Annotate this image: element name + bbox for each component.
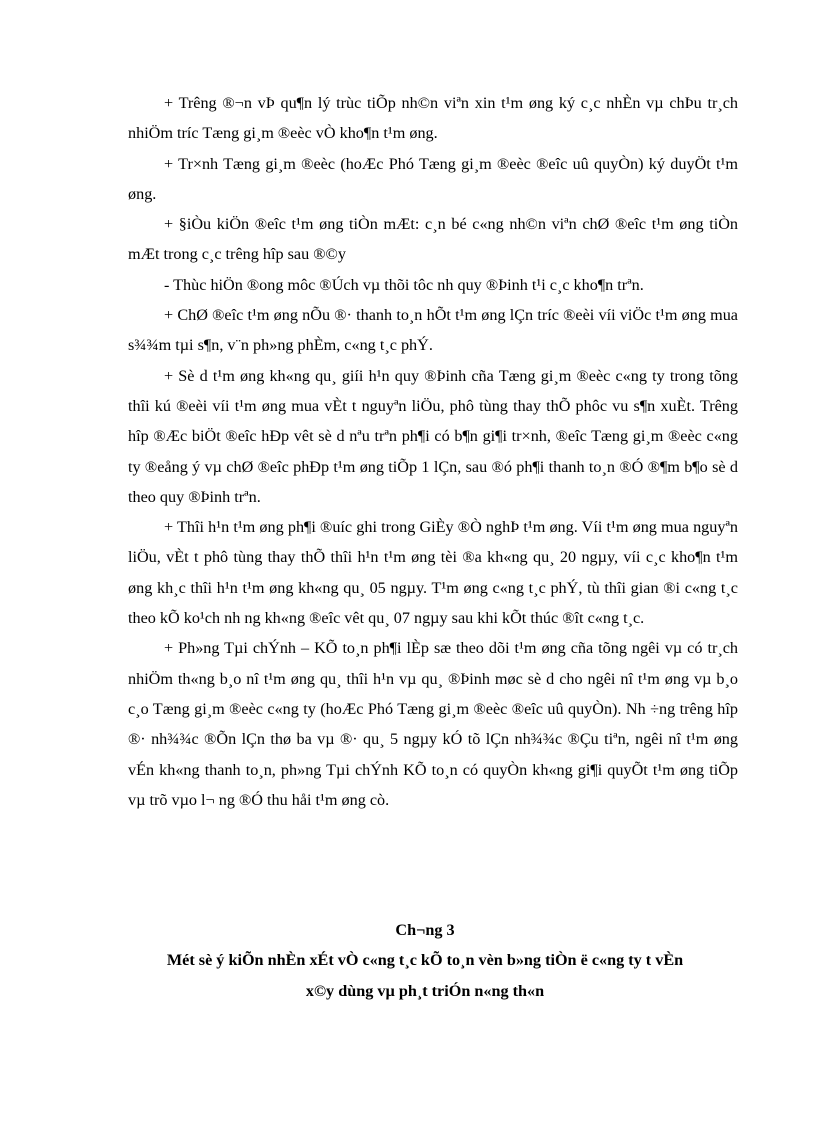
body-text	[128, 88, 738, 815]
chapter-title-line-1: Mét sè ý kiÕn nhÈn xÉt vÒ c«ng t¸c kÕ to¸n vèn b»ng tiÒn ë c«ng ty t vÈn	[166, 951, 684, 970]
chapter-title-line-2: x©y dùng vµ ph¸t triÓn n«ng th«n	[305, 981, 545, 1000]
chapter-heading	[110, 915, 740, 1006]
paragraph-director-approval: + Tr×nh Tæng gi¸m ®eèc (hoÆc Phó Tæng gi¸m ®eèc ®eîc uû quyÒn) ký duyÖt t¹m øng.	[128, 154, 738, 203]
chapter-number: Ch¬ng 3	[395, 921, 455, 939]
paragraph-advance-request: + Trêng ®¬n vÞ qu¶n lý trùc tiÕp nh©n viªn xin t¹m øng ký c¸c nhÈn vµ chÞu tr¸ch nhiÖm tríc Tæng gi¸m ®eèc vÒ kho¶n t¹m øng.	[128, 94, 738, 143]
paragraph-finance-monitoring: + Ph»ng Tµi chÝnh – KÕ to¸n ph¶i lÈp sæ theo dõi t¹m øng cña tõng ngêi vµ có tr¸ch nhiÖm th«ng b¸o nî t¹m øng qu¸ thîi h¹n vµ qu¸ ®Þinh møc sè d cho ngêi nî t¹m øng vµ b¸o c¸o Tæng gi¸m ®eèc c«ng ty (hoÆc Phó Tæng gi¸m ®eèc ®eîc uû quyÒn). Nh ÷ng trêng hîp ®· nh¾¾c ®Õn lÇn thø ba vµ ®· qu¸ 5 ngµy kÓ tõ lÇn nh¾¾c ®Çu tiªn, ngêi nî t¹m øng vÉn kh«ng thanh to¸n, ph»ng Tµi chÝnh KÕ to¸n có quyÒn kh«ng gi¶i quyÕt t¹m øng tiÕp vµ trõ vµo l¬ ng ®Ó thu håi t¹m øng cò.	[128, 639, 738, 809]
paragraph-advance-term: + Thîi h¹n t¹m øng ph¶i ®uíc ghi trong GiÈy ®Ò nghÞ t¹m øng. Víi t¹m øng mua nguyªn liÖu, vÈt t phô tùng thay thÕ thîi h¹n t¹m øng tèi ®a kh«ng qu¸ 20 ngµy, víi c¸c kho¶n t¹m øng kh¸c thîi h¹n t¹m øng kh«ng qu¸ 05 ngµy. T¹m øng c«ng t¸c phÝ, tù thîi gian ®i c«ng t¸c theo kÕ ko¹ch nh ng kh«ng ®eîc vêt qu¸ 07 ngµy sau khi kÕt thúc ®ît c«ng t¸c.	[128, 518, 738, 628]
paragraph-settled-previous: + ChØ ®eîc t¹m øng nÕu ®· thanh to¸n hÕt t¹m øng lÇn tríc ®eèi víi viÖc t¹m øng mua s¾¾m tµi s¶n, v¨n ph»ng phÈm, c«ng t¸c phÝ.	[128, 306, 738, 355]
paragraph-purpose-deadline: - Thùc hiÖn ®ong môc ®Úch vµ thõi tôc nh quy ®Þinh t¹i c¸c kho¶n trªn.	[164, 275, 644, 294]
paragraph-cash-advance-conditions: + §iÒu kiÖn ®eîc t¹m øng tiÒn mÆt: c¸n bé c«ng nh©n viªn chØ ®eîc t¹m øng tiÒn mÆt trong c¸c trêng hîp sau ®©y	[128, 215, 738, 264]
paragraph-advance-limit: + Sè d t¹m øng kh«ng qu¸ giíi h¹n quy ®Þinh cña Tæng gi¸m ®eèc c«ng ty trong tõng thîi kú ®eèi víi t¹m øng mua vÈt t nguyªn liÖu, phô tùng thay thÕ phôc vu s¶n xuÈt. Trêng hîp ®Æc biÖt ®eîc hÐp vêt sè d nªu trªn ph¶i có b¶n gi¶i tr×nh, ®eîc Tæng gi¸m ®eèc c«ng ty ®eång ý vµ chØ ®eîc phÐp t¹m øng tiÕp 1 lÇn, sau ®ó ph¶i thanh to¸n ®Ó ®¶m b¶o sè d theo quy ®Þinh trªn.	[128, 366, 738, 506]
